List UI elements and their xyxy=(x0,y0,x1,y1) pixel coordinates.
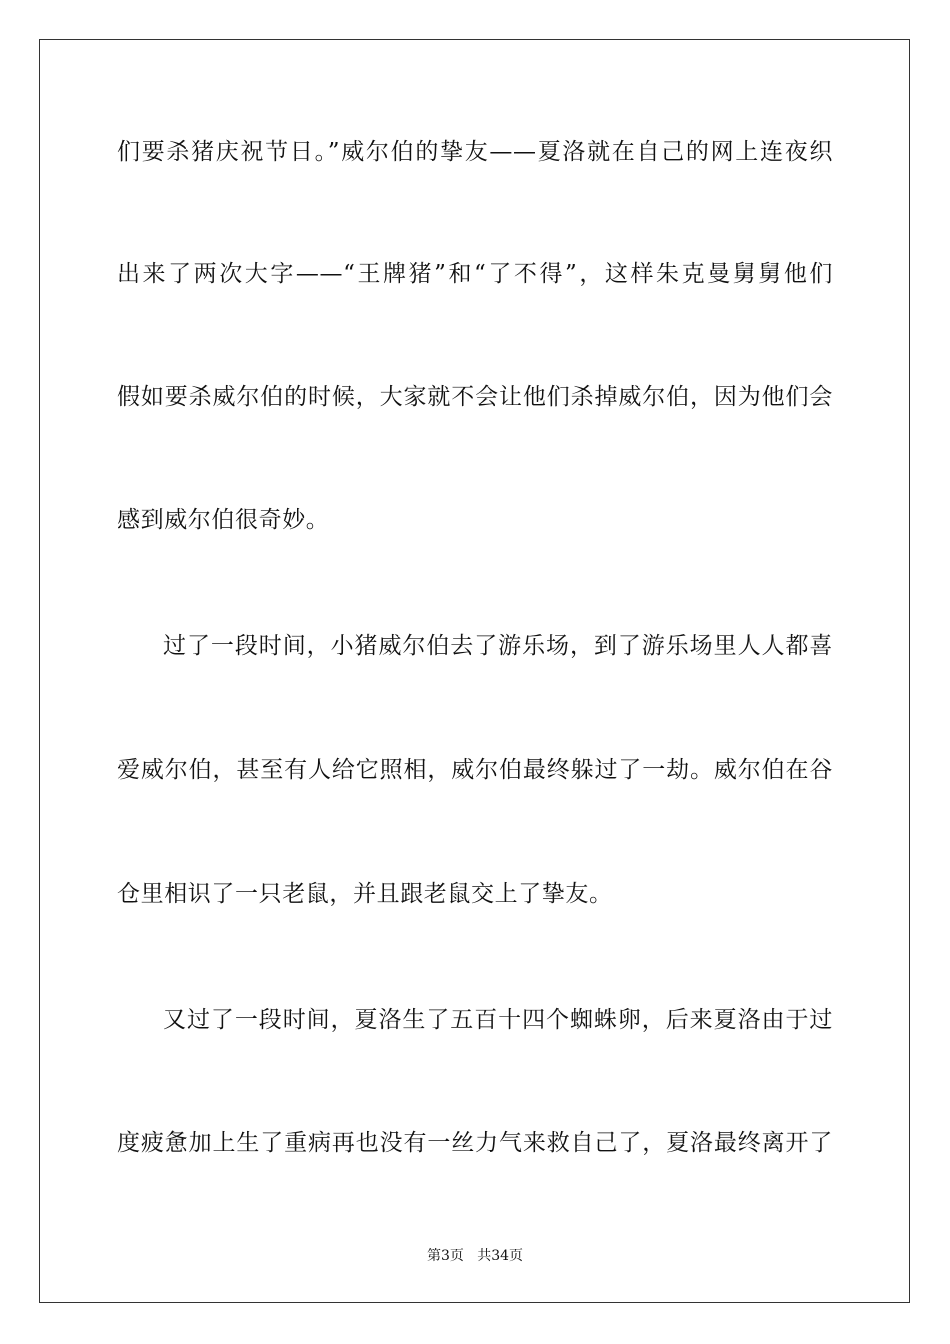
page-border xyxy=(39,39,910,1303)
text-line-5: 过了一段时间，小猪威尔伯去了游乐场，到了游乐场里人人都喜 xyxy=(163,633,833,659)
text-line-7: 仓里相识了一只老鼠，并且跟老鼠交上了挚友。 xyxy=(117,881,613,907)
text-line-1: 们要杀猪庆祝节日。”威尔伯的挚友——夏洛就在自己的网上连夜织 xyxy=(117,139,833,165)
text-line-8: 又过了一段时间，夏洛生了五百十四个蜘蛛卵，后来夏洛由于过 xyxy=(163,1007,833,1033)
text-line-4: 感到威尔伯很奇妙。 xyxy=(117,507,330,533)
text-line-3: 假如要杀威尔伯的时候，大家就不会让他们杀掉威尔伯，因为他们会 xyxy=(117,384,833,410)
text-line-2: 出来了两次大字——“王牌猪”和“了不得”，这样朱克曼舅舅他们 xyxy=(117,261,833,287)
text-line-6: 爱威尔伯，甚至有人给它照相，威尔伯最终躲过了一劫。威尔伯在谷 xyxy=(117,757,833,783)
page-number-footer: 第3页 共34页 xyxy=(426,1248,524,1264)
text-line-9: 度疲惫加上生了重病再也没有一丝力气来救自己了，夏洛最终离开了 xyxy=(117,1130,833,1156)
